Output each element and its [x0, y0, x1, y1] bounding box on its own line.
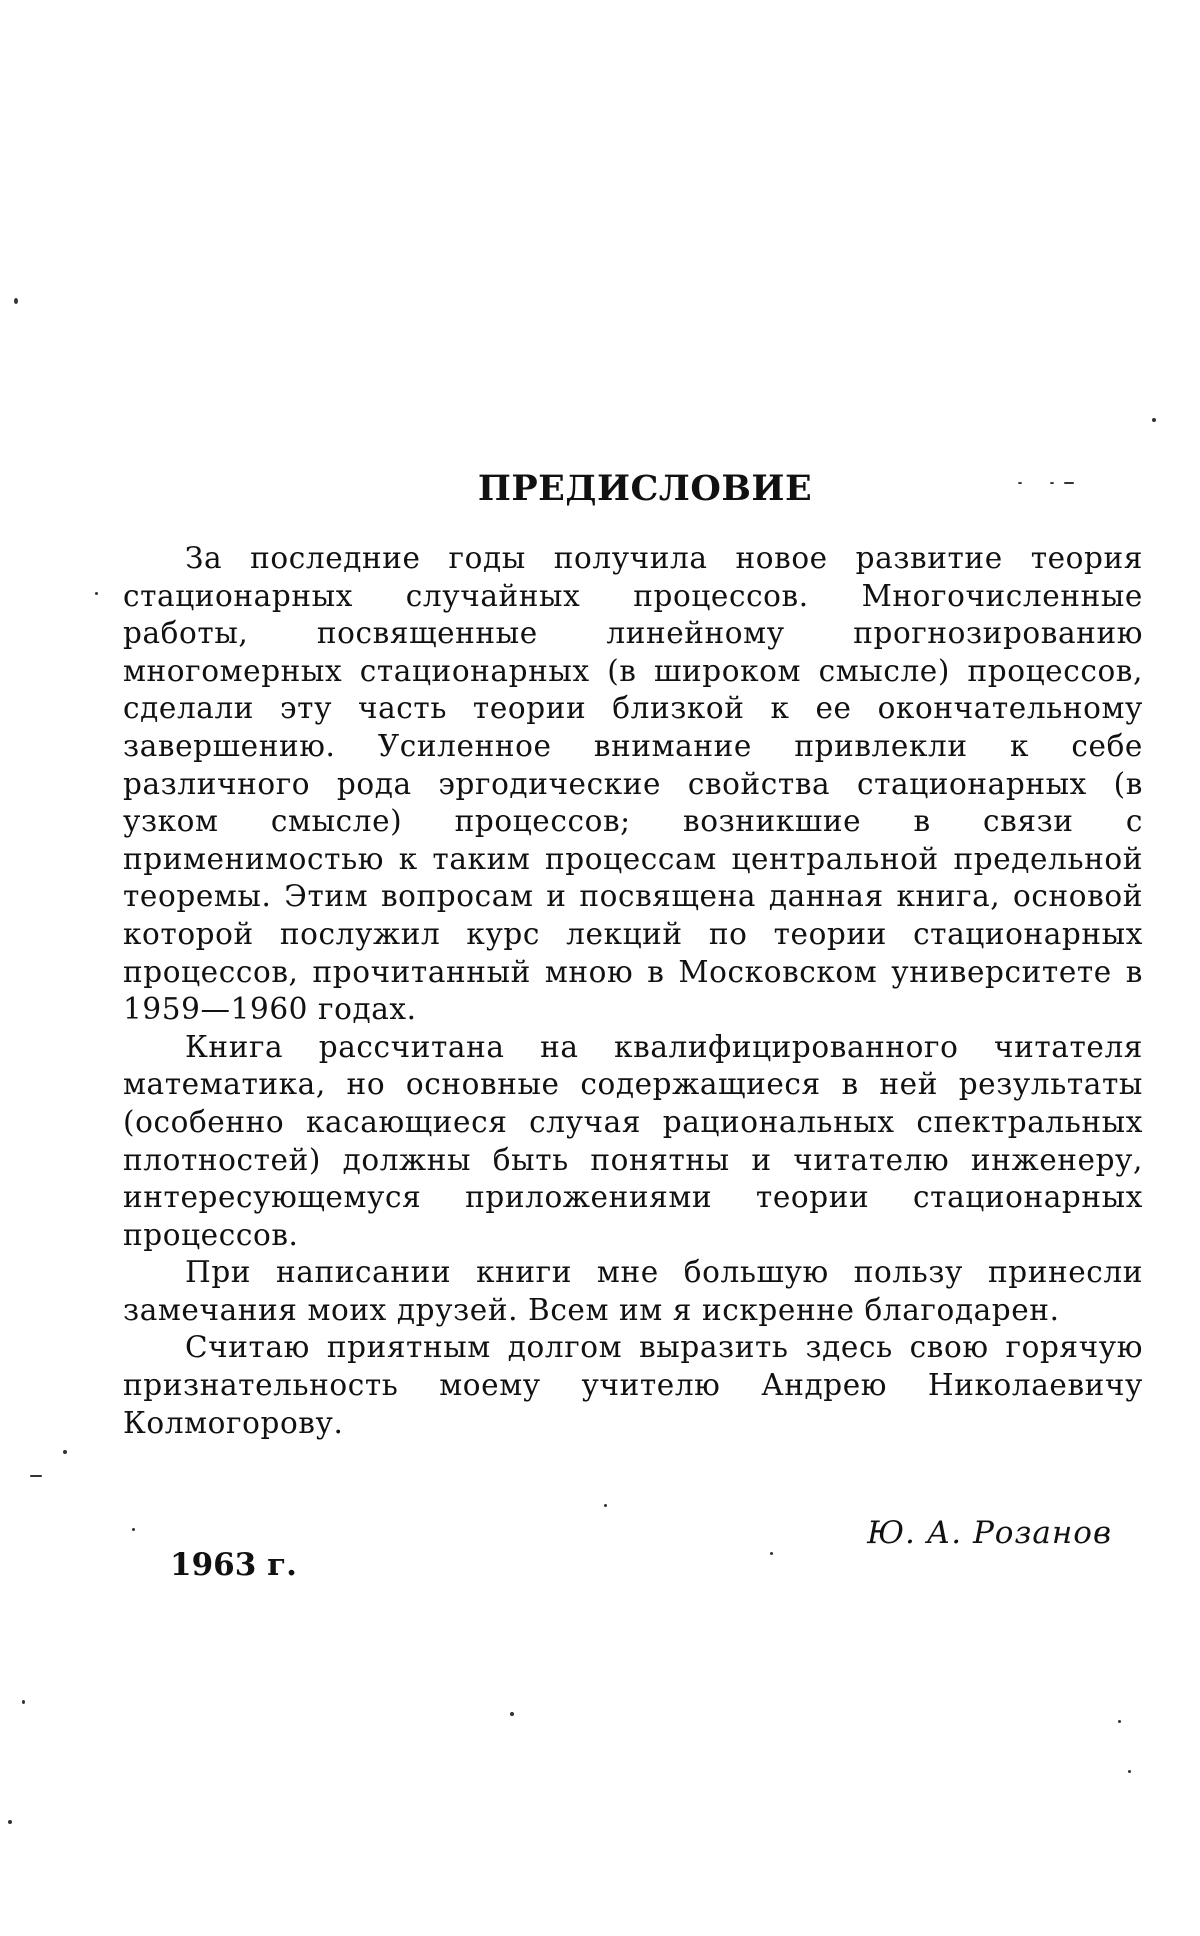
page-title: ПРЕДИСЛОВИЕ — [477, 468, 813, 509]
scan-speck — [1064, 482, 1074, 484]
paragraph: Книга рассчитана на квалифицированного читателя математика, но основные содержащиеся в ней результаты (особенно касающиеся случая рациональных спектральных плотностей) должны быть понятны и читателю инженеру, интересующемуся приложениями теории стационарных процессов. — [123, 1029, 1143, 1252]
paragraph: Считаю приятным долгом выразить здесь свою горячую признательность моему учителю Андрею Николаевичу Колмогорову. — [123, 1330, 1143, 1440]
preface-date: 1963 г. — [170, 1547, 297, 1583]
scan-speck — [8, 1820, 12, 1824]
scan-speck — [1050, 482, 1054, 484]
scan-speck — [1152, 418, 1156, 422]
scan-speck — [132, 1528, 135, 1531]
scan-speck — [510, 1712, 514, 1716]
scan-speck — [770, 1552, 773, 1555]
paragraph: За последние годы получила новое развитие теория стационарных случайных процессов. Многочисленные работы, посвященные линейному прогнозированию многомерных стационарных (в широком смысле) процессов, сделали эту часть теории близкой к ее окончательному завершению. Усиленное внимание привлекли к себе различного рода эргодические свойства стационарных (в узком смысле) процессов; возникшие в связи с применимостью к таким процессам центральной предельной теоремы. Этим вопросам и посвящена данная книга, основой которой послужил курс лекций по теории стационарных процессов, прочитанный мною в Московском университете в 1959—1960 годах. — [123, 541, 1143, 1027]
scan-speck — [63, 1450, 67, 1454]
scan-speck — [1118, 1720, 1121, 1723]
paragraph: При написании книги мне большую пользу принесли замечания моих друзей. Всем им я искренне благодарен. — [123, 1255, 1143, 1327]
scan-speck — [1128, 1770, 1131, 1773]
scan-speck — [95, 592, 98, 595]
scan-speck — [22, 1700, 25, 1704]
author-signature: Ю. А. Розанов — [867, 1515, 1112, 1551]
preface-body — [123, 540, 1143, 1442]
scan-speck — [604, 1504, 607, 1507]
scan-speck — [30, 1475, 42, 1477]
scan-speck — [14, 298, 18, 304]
scan-speck — [1018, 482, 1022, 484]
